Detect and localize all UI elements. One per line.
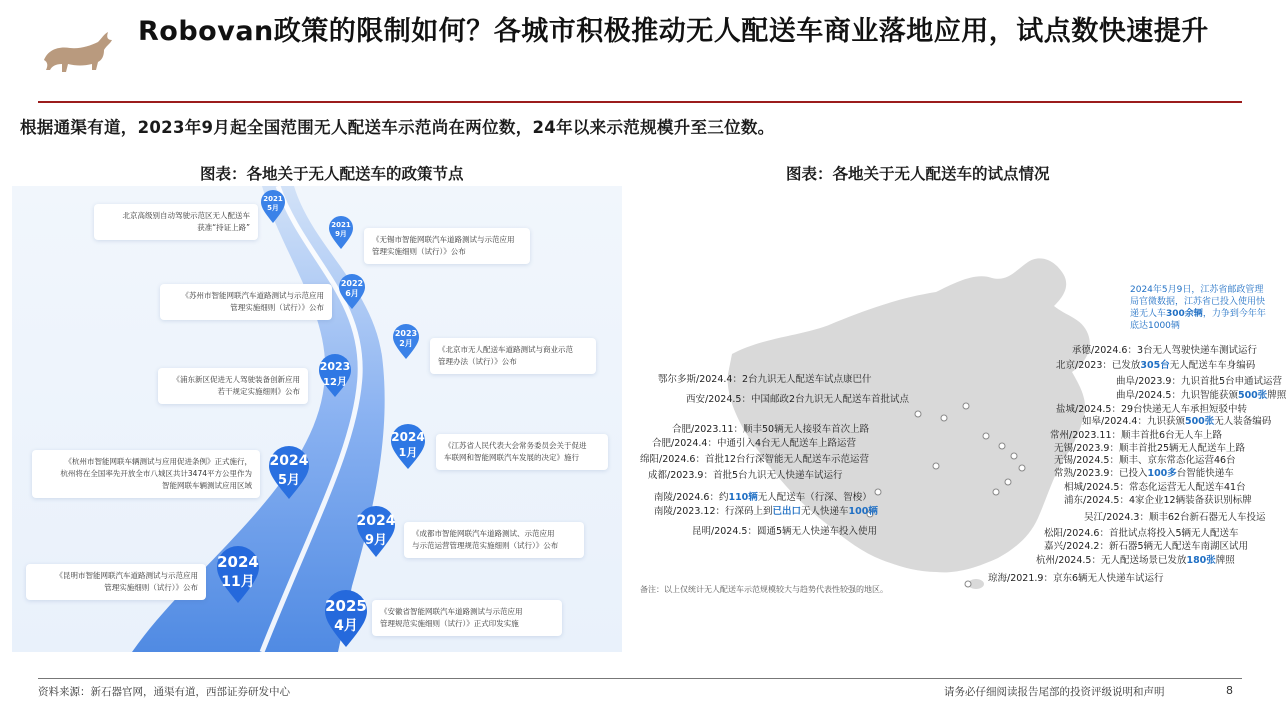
timeline-pin-2023-2: 2023 2月 [392,324,420,360]
page-title: Robovan政策的限制如何？各城市积极推动无人配送车商业落地应用，试点数快速提升 [138,16,1209,47]
pilot-city-jiaxing: 嘉兴/2024.2：新石器5辆无人配送车南湖区试用 [1044,541,1248,552]
policy-card-2022-6: 《苏州市智能网联汽车道路测试与示范应用 管理实施细则（试行）》公布 [160,284,332,320]
pilot-city-nanling-1: 南陵/2024.6：约110辆无人配送车（行深、智梭） [654,492,872,503]
pilot-city-xian: 西安/2024.5：中国邮政2台九识无人配送车首批试点 [686,394,909,405]
pilot-city-hefei-2: 合肥/2024.4：中通引入4台无人配送车上路运营 [652,438,856,449]
map-footnote: 备注：以上仅统计无人配送车示范规模较大与趋势代表性较强的地区。 [640,585,888,594]
pilot-city-rugao: 如皋/2024.4：九识获颁500张无人装备编码 [1082,416,1272,427]
header-divider [38,101,1242,103]
pilot-city-wuxi-1: 无锡/2023.9：顺丰首批25辆无人配送车上路 [1054,443,1246,454]
pilot-city-hefei-1: 合肥/2023.11：顺丰50辆无人接驳车首次上路 [672,424,870,435]
policy-card-2021-9: 《无锡市智能网联汽车道路测试与示范应用 管理实施细则（试行）》公布 [364,228,530,264]
pilot-city-xiangcheng: 相城/2024.5：常态化运营无人配送车41台 [1064,482,1246,493]
timeline-pin-2023-12: 2023 12月 [318,354,352,398]
pilot-city-wujiang: 吴江/2024.3：顺丰62台新石器无人车投运 [1084,512,1266,523]
pilot-city-chengdu: 成都/2023.9：首批5台九识无人快递车试运行 [648,470,843,481]
right-figure-title: 图表：各地关于无人配送车的试点情况 [786,165,1050,183]
policy-card-2024-1: 《江苏省人民代表大会常务委员会关于促进 车联网和智能网联汽车发展的决定》施行 [436,434,608,470]
pilot-city-wuxi-2: 无锡/2024.5：顺丰、京东常态化运营46台 [1054,455,1236,466]
pilot-city-mianyang: 绵阳/2024.6：首批12台行深智能无人配送车示范运营 [640,454,870,465]
pilot-map-panel [636,186,1286,652]
footer-divider [38,678,1242,679]
pilot-city-qufu-1: 曲阜/2023.9：九识首批5台申通试运营 [1116,376,1282,387]
bull-logo-icon [38,26,118,76]
timeline-pin-2021-9: 2021 9月 [328,216,354,250]
pilot-city-changshu: 常熟/2023.9：已投入100多台智能快递车 [1054,468,1234,479]
policy-card-2025-4: 《安徽省智能网联汽车道路测试与示范应用 管理规范实施细则（试行）》正式印发实施 [372,600,562,636]
pilot-city-ordos: 鄂尔多斯/2024.4：2台九识无人配送车试点康巴什 [658,374,872,385]
pilot-city-chengde: 承德/2024.6：3台无人驾驶快递车测试运行 [1072,345,1257,356]
left-figure-title: 图表：各地关于无人配送车的政策节点 [200,165,464,183]
pilot-city-beijing: 北京/2023：已发放305台无人配送车车身编码 [1056,360,1256,371]
policy-card-2024-5: 《杭州市智能网联车辆测试与应用促进条例》正式施行， 杭州将在全国率先开放全市八城区共计3474平方公里作为 智能网联车辆测试应用区域 [32,450,260,498]
pilot-city-kunming: 昆明/2024.5：圆通5辆无人快递车投入使用 [692,526,877,537]
jiangsu-callout: 2024年5月9日，江苏省邮政管理局官微数据，江苏省已投入使用快递无人车300余辆，力争到今年年底达1000辆 [1130,285,1266,331]
page-subtitle: 根据通渠有道，2023年9月起全国范围无人配送车示范尚在两位数，24年以来示范规模升至三位数。 [20,118,775,137]
policy-card-2023-12: 《浦东新区促进无人驾驶装备创新应用 若干规定实施细则》公布 [158,368,308,404]
timeline-pin-2021-5: 2021 5月 [260,190,286,224]
timeline-pin-2024-11: 2024 11月 [216,546,260,604]
page-number: 8 [1226,684,1233,697]
policy-timeline-panel [12,186,622,652]
policy-card-2021-5: 北京高级别自动驾驶示范区无人配送车 获准“持证上路” [94,204,258,240]
pilot-city-nanling-2: 南陵/2023.12：行深码上到已出口无人快递车100辆 [654,506,878,517]
pilot-city-yancheng: 盐城/2024.5：29台快递无人车承担短驳中转 [1056,404,1248,415]
pilot-city-qionghai: 琼海/2021.9：京东6辆无人快递车试运行 [988,573,1164,584]
pilot-city-hangzhou: 杭州/2024.5：无人配送场景已发放180张牌照 [1036,555,1235,566]
timeline-pin-2024-9: 2024 9月 [356,506,396,558]
source-note: 资料来源：新石器官网，通渠有道，西部证券研发中心 [38,686,290,698]
pilot-city-songyang: 松阳/2024.6：首批试点将投入5辆无人配送车 [1044,528,1239,539]
policy-card-2024-11: 《昆明市智能网联汽车道路测试与示范应用 管理实施细则（试行）》公布 [26,564,206,600]
pilot-city-pudong: 浦东/2024.5：4家企业12辆装备获识别标牌 [1064,495,1252,506]
timeline-pin-2025-4: 2025 4月 [324,590,368,648]
pilot-city-changzhou: 常州/2023.11：顺丰首批6台无人车上路 [1050,430,1223,441]
timeline-pin-2024-5: 2024 5月 [268,446,310,500]
timeline-pin-2024-1: 2024 1月 [390,424,426,470]
policy-card-2023-2: 《北京市无人配送车道路测试与商业示范 管理办法（试行）》公布 [430,338,596,374]
timeline-pin-2022-6: 2022 6月 [338,274,366,310]
pilot-city-qufu-2: 曲阜/2024.5：九识智能获颁500张牌照 [1116,390,1286,401]
policy-card-2024-9: 《成都市智能网联汽车道路测试、示范应用 与示范运营管理规范实施细则（试行）》公布 [404,522,584,558]
disclaimer-note: 请务必仔细阅读报告尾部的投资评级说明和声明 [944,686,1165,698]
